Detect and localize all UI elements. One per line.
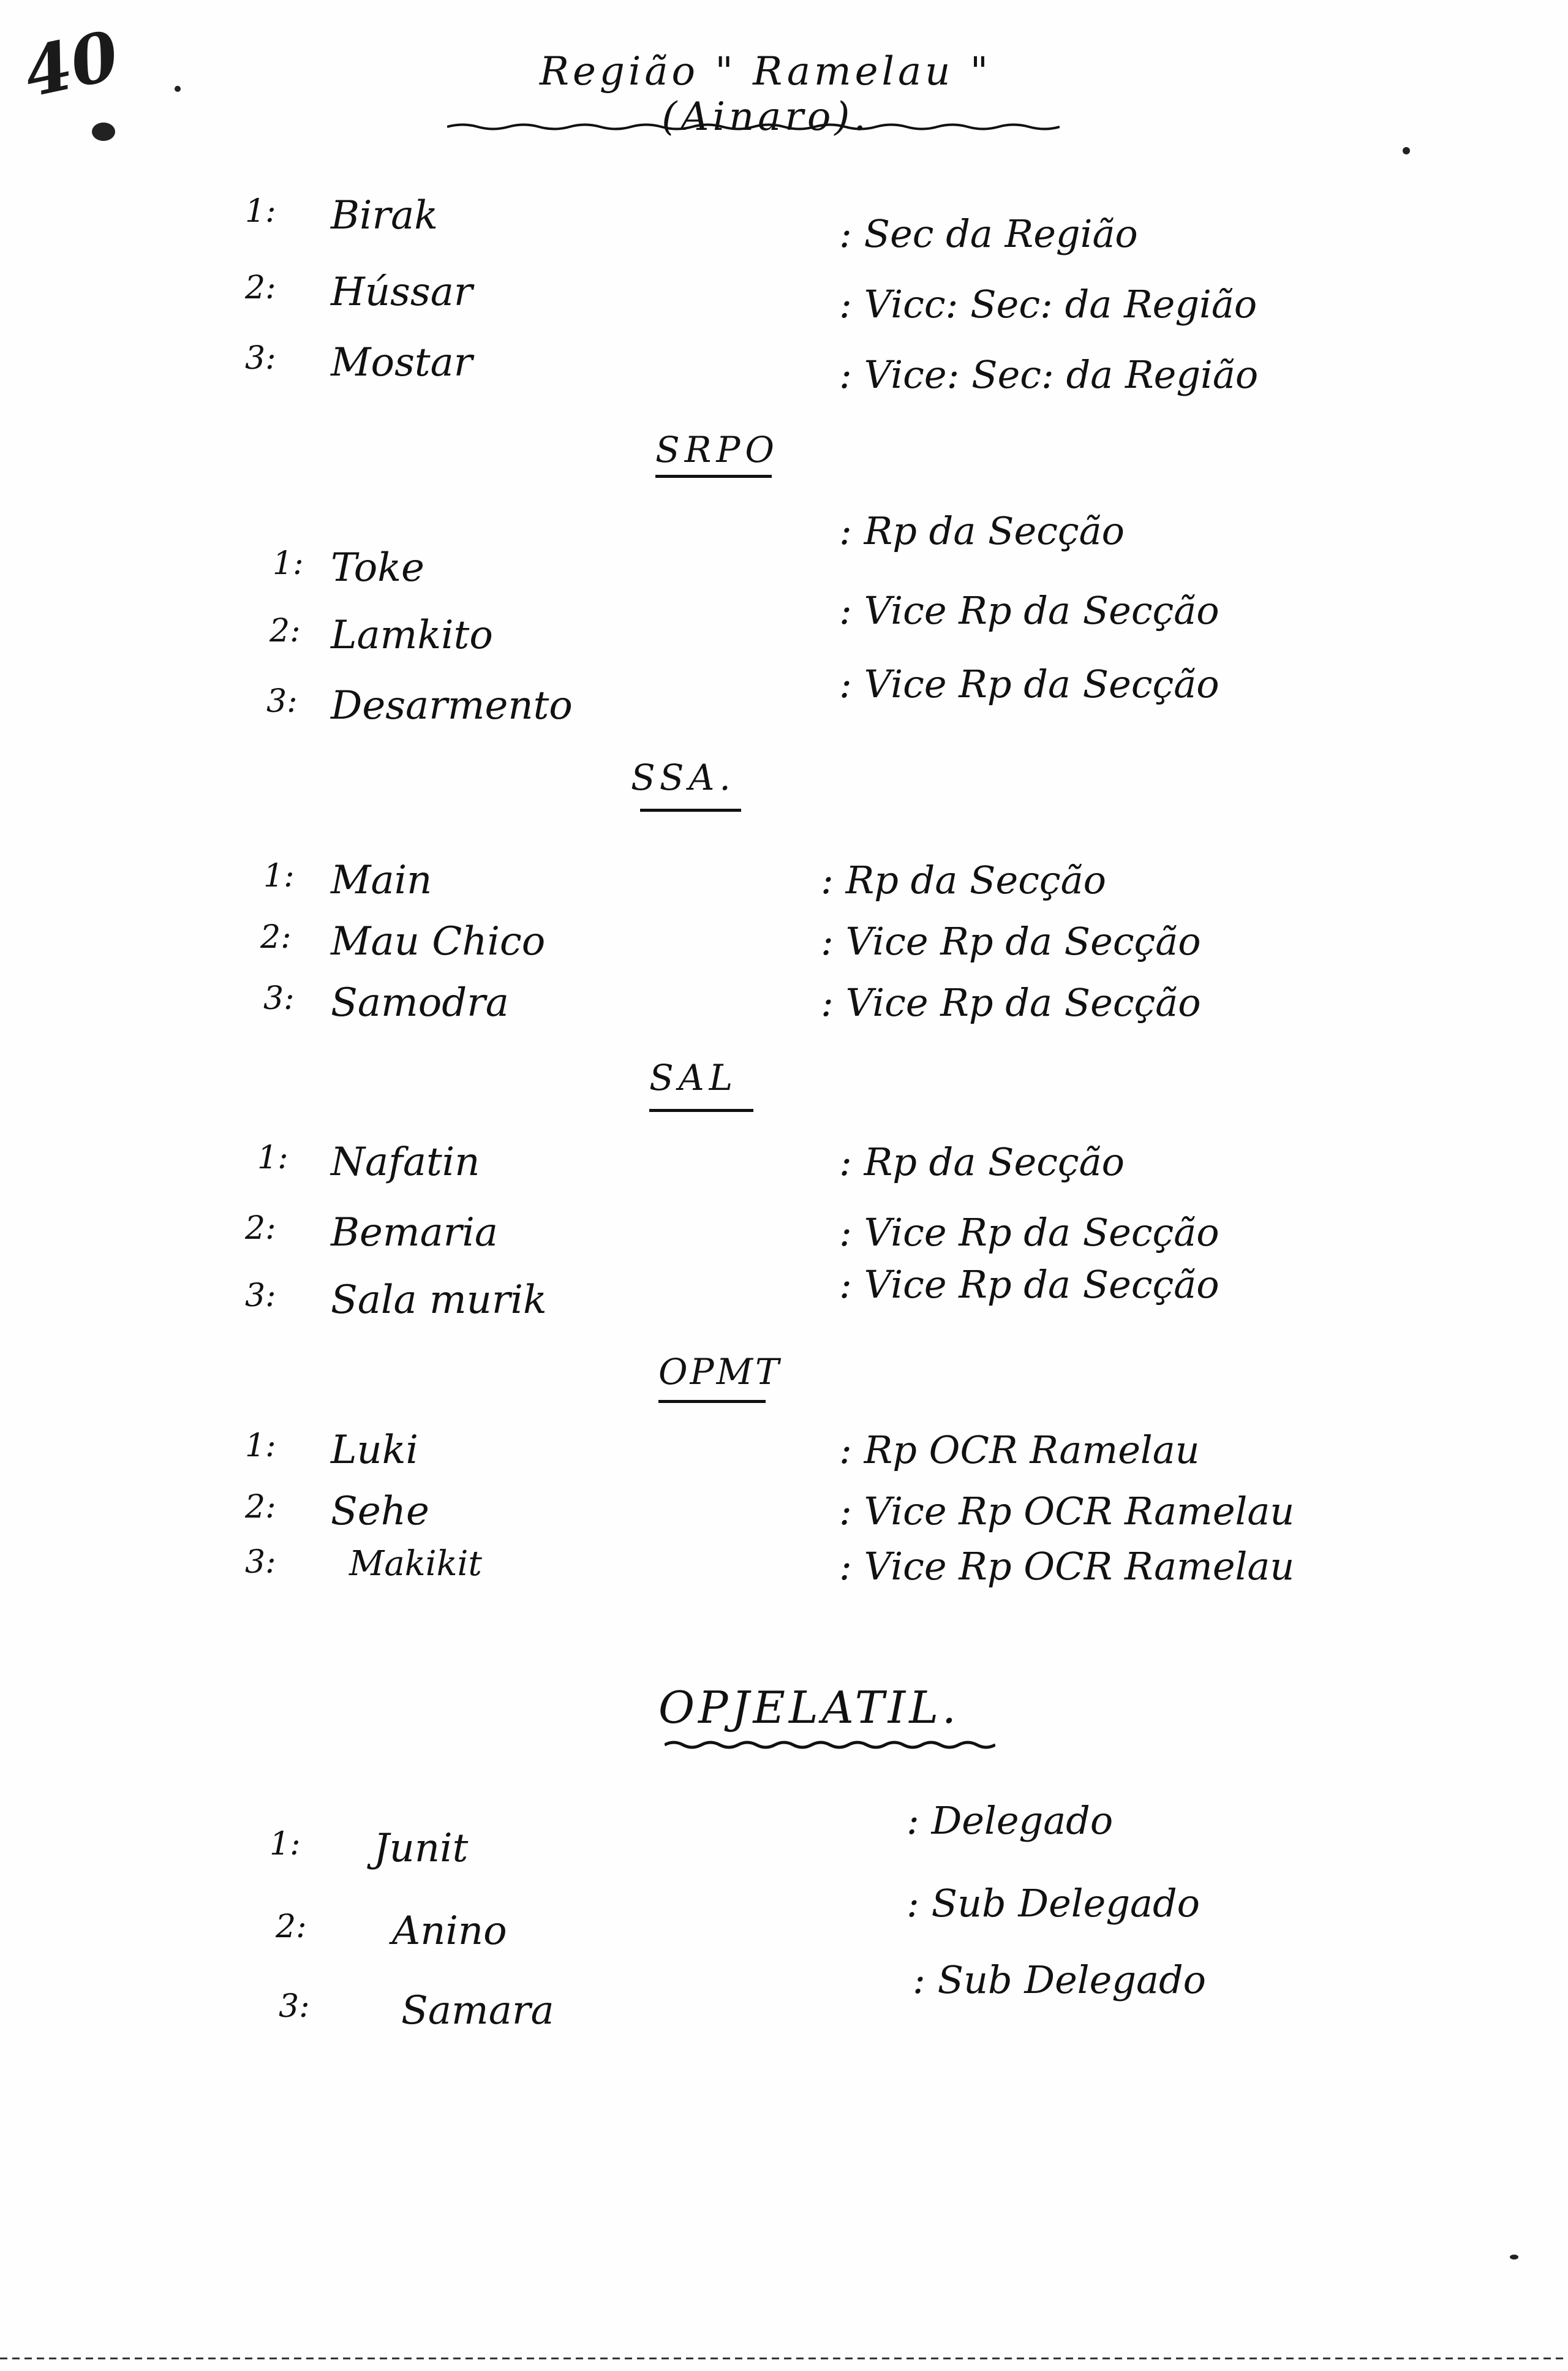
item-role: : Vice Rp da Secção bbox=[839, 662, 1219, 706]
item-role: : Rp OCR Ramelau bbox=[839, 1428, 1200, 1472]
item-name: Luki bbox=[331, 1428, 418, 1473]
list-item bbox=[0, 509, 1568, 600]
list-item bbox=[0, 270, 1568, 325]
item-index: 2: bbox=[245, 270, 276, 306]
item-role: : Vice Rp da Secção bbox=[821, 980, 1201, 1025]
item-name: Samodra bbox=[331, 980, 509, 1026]
item-index: 1: bbox=[270, 1826, 301, 1862]
item-index: 2: bbox=[245, 1489, 276, 1526]
item-name: Samara bbox=[401, 1988, 554, 2033]
section-heading: OPJELATIL. bbox=[658, 1682, 960, 1733]
item-index: 3: bbox=[266, 683, 298, 720]
item-role: : Sub Delegado bbox=[913, 1957, 1206, 2002]
list-item bbox=[0, 193, 1568, 256]
item-name: Mostar bbox=[331, 340, 473, 385]
list-item bbox=[0, 858, 1568, 913]
item-role: : Delegado bbox=[907, 1798, 1114, 1843]
item-role: : Vicc: Sec: da Região bbox=[839, 282, 1257, 327]
item-name: Anino bbox=[392, 1908, 507, 1954]
heading-underline bbox=[665, 1740, 995, 1750]
list-item bbox=[0, 1544, 1568, 1599]
item-role: : Vice: Sec: da Região bbox=[839, 352, 1259, 397]
item-name: Bemaria bbox=[331, 1210, 498, 1255]
section-heading: SAL bbox=[649, 1057, 738, 1099]
page-number: 40 bbox=[17, 15, 126, 113]
item-index: 1: bbox=[245, 193, 276, 230]
heading-underline bbox=[658, 1400, 766, 1403]
item-name: Nafatin bbox=[331, 1140, 480, 1185]
item-index: 3: bbox=[245, 340, 276, 377]
item-name: Hússar bbox=[331, 270, 473, 315]
item-index: 1: bbox=[263, 858, 295, 894]
ink-speck bbox=[175, 86, 181, 92]
item-role: : Sub Delegado bbox=[907, 1881, 1200, 1926]
item-name: Desarmento bbox=[331, 683, 573, 728]
item-index: 1: bbox=[273, 545, 304, 582]
item-index: 3: bbox=[279, 1988, 310, 2025]
list-item bbox=[0, 1957, 1568, 2043]
section-heading: SRPO bbox=[655, 429, 779, 471]
item-name: Makikit bbox=[349, 1544, 482, 1584]
item-role: : Vice Rp da Secção bbox=[839, 1210, 1219, 1255]
item-index: 2: bbox=[270, 613, 301, 649]
item-role: : Vice Rp da Secção bbox=[839, 588, 1219, 633]
item-role: : Vice Rp OCR Ramelau bbox=[839, 1544, 1295, 1589]
list-item bbox=[0, 340, 1568, 395]
item-name: Junit bbox=[374, 1826, 469, 1871]
list-item bbox=[0, 1428, 1568, 1483]
list-item bbox=[0, 919, 1568, 974]
page-edge-line bbox=[0, 2358, 1568, 2359]
item-role: : Vice Rp da Secção bbox=[839, 1262, 1219, 1307]
item-name: Sala murik bbox=[331, 1277, 547, 1323]
item-role: : Vice Rp OCR Ramelau bbox=[839, 1489, 1295, 1533]
item-index: 2: bbox=[260, 919, 292, 956]
item-role: : Rp da Secção bbox=[839, 509, 1125, 553]
item-role: : Sec da Região bbox=[839, 211, 1138, 256]
item-index: 2: bbox=[245, 1210, 276, 1247]
item-role: : Vice Rp da Secção bbox=[821, 919, 1201, 964]
heading-underline bbox=[640, 809, 741, 812]
list-item bbox=[0, 1881, 1568, 1964]
list-item bbox=[0, 1798, 1568, 1881]
item-index: 2: bbox=[276, 1908, 307, 1945]
section-heading: SSA. bbox=[631, 757, 736, 798]
item-index: 3: bbox=[263, 980, 295, 1017]
ink-speck bbox=[1510, 2255, 1518, 2259]
heading-underline bbox=[655, 475, 772, 478]
section-heading: OPMT bbox=[658, 1351, 782, 1393]
ink-speck bbox=[92, 123, 115, 141]
item-name: Lamkito bbox=[331, 613, 493, 658]
list-item bbox=[0, 1210, 1568, 1265]
item-index: 1: bbox=[245, 1428, 276, 1464]
item-name: Mau Chico bbox=[331, 919, 546, 964]
document-title: Região " Ramelau " (Ainaro). bbox=[539, 49, 992, 140]
item-name: Sehe bbox=[331, 1489, 429, 1534]
item-role: : Rp da Secção bbox=[839, 1140, 1125, 1184]
document-title-block bbox=[429, 49, 1102, 140]
list-item bbox=[0, 588, 1568, 668]
list-item bbox=[0, 1489, 1568, 1544]
list-item bbox=[0, 1262, 1568, 1333]
list-item bbox=[0, 1140, 1568, 1195]
item-name: Birak bbox=[331, 193, 439, 238]
item-index: 3: bbox=[245, 1544, 276, 1581]
item-index: 1: bbox=[257, 1140, 288, 1176]
heading-underline bbox=[649, 1109, 753, 1112]
ink-speck bbox=[1403, 147, 1410, 154]
list-item bbox=[0, 662, 1568, 738]
item-role: : Rp da Secção bbox=[821, 858, 1106, 902]
item-name: Toke bbox=[331, 545, 424, 591]
item-index: 3: bbox=[245, 1277, 276, 1314]
item-name: Main bbox=[331, 858, 432, 903]
title-underline bbox=[447, 123, 1060, 131]
list-item bbox=[0, 980, 1568, 1035]
